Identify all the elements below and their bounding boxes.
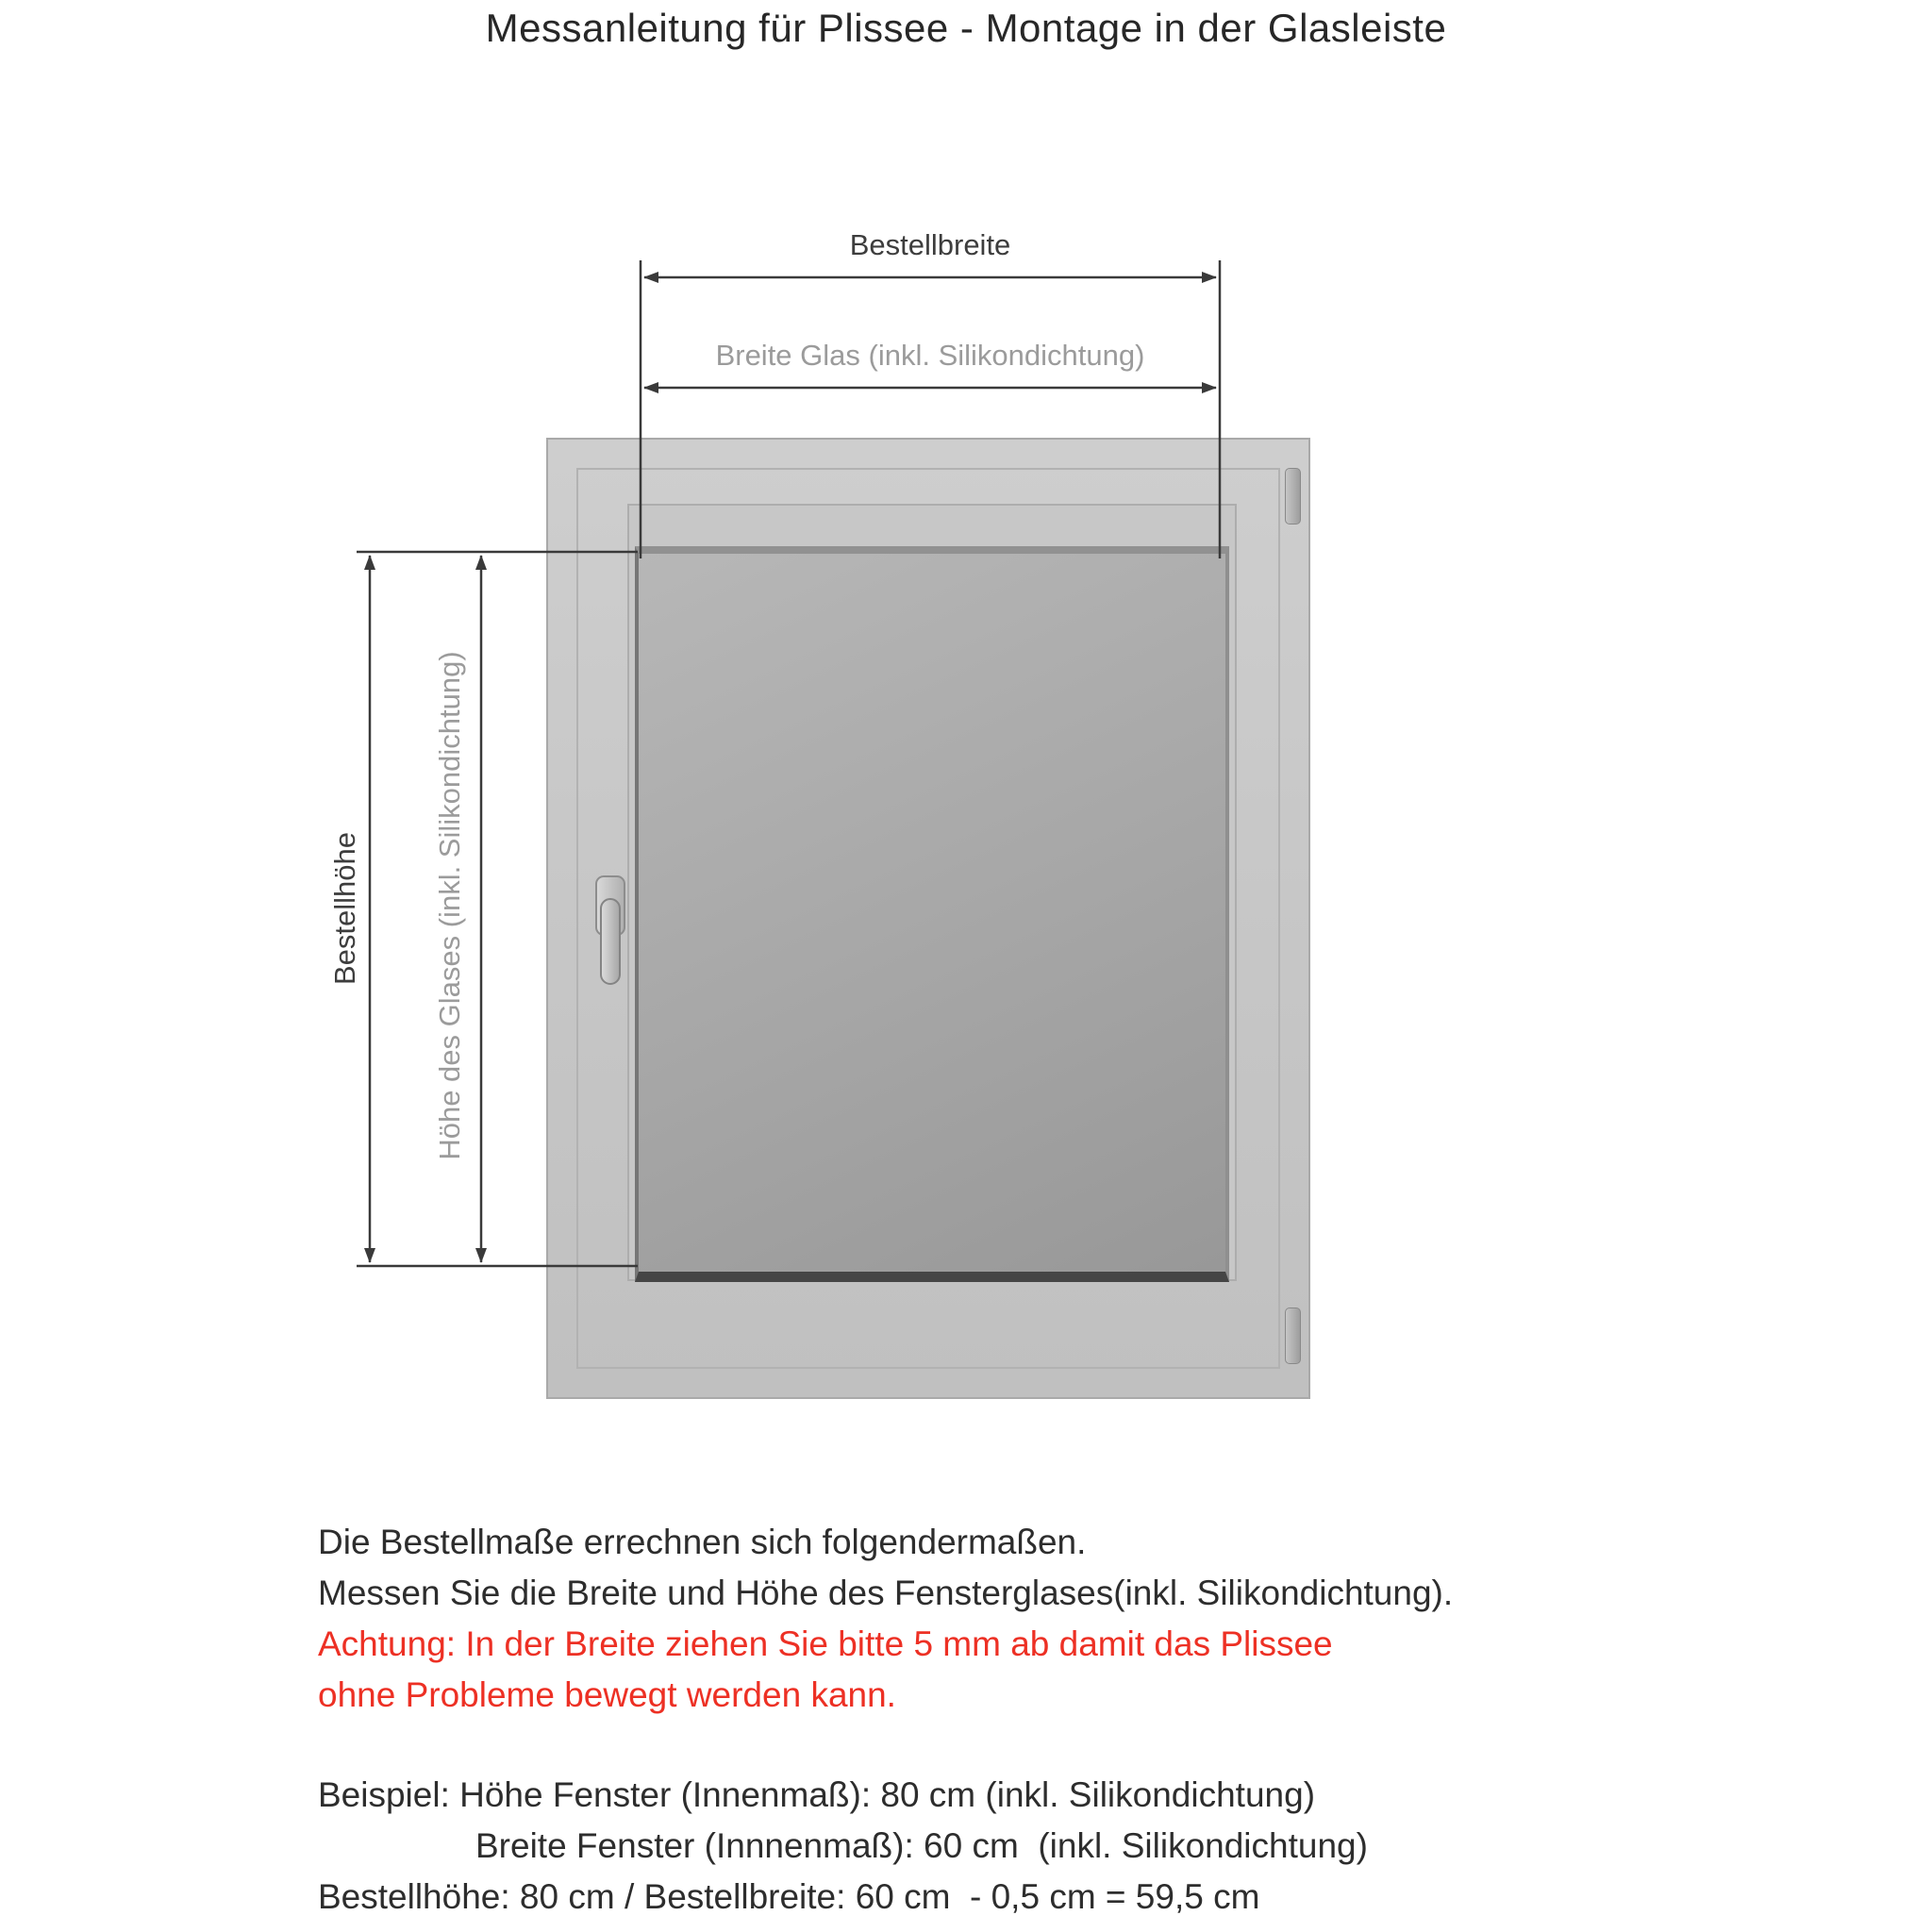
window-glass [635, 546, 1229, 1282]
breite-glas-label: Breite Glas (inkl. Silikondichtung) [715, 339, 1145, 372]
bestellbreite-label: Bestellbreite [849, 228, 1011, 261]
instruction-intro-line-2: Messen Sie die Breite und Höhe des Fensterglases(inkl. Silikondichtung). [318, 1574, 1454, 1612]
example-line-3: Bestellhöhe: 80 cm / Bestellbreite: 60 cm - 0,5 cm = 59,5 cm [318, 1877, 1260, 1916]
instruction-text-block [318, 1517, 1453, 1923]
warning-line-1: Achtung: In der Breite ziehen Sie bitte 5 mm ab damit das Plissee [318, 1624, 1333, 1663]
bestellhoehe-label: Bestellhöhe [328, 832, 361, 986]
hoehe-glas-label: Höhe des Glases (inkl. Silikondichtung) [433, 651, 466, 1160]
window-hinge-top [1285, 468, 1301, 525]
window-hinge-bottom [1285, 1307, 1301, 1364]
warning-line-2: ohne Probleme bewegt werden kann. [318, 1675, 896, 1714]
example-block [318, 1770, 1453, 1923]
window-handle-lever [600, 898, 621, 985]
example-line-2: Breite Fenster (Innnenmaß): 60 cm (inkl. Silikondichtung) [475, 1826, 1368, 1865]
window-frame [546, 438, 1310, 1399]
page-title: Messanleitung für Plissee - Montage in der Glasleiste [485, 6, 1447, 50]
instruction-intro-line-1: Die Bestellmaße errechnen sich folgendermaßen. [318, 1523, 1087, 1561]
example-line-1: Beispiel: Höhe Fenster (Innenmaß): 80 cm (inkl. Silikondichtung) [318, 1775, 1316, 1814]
